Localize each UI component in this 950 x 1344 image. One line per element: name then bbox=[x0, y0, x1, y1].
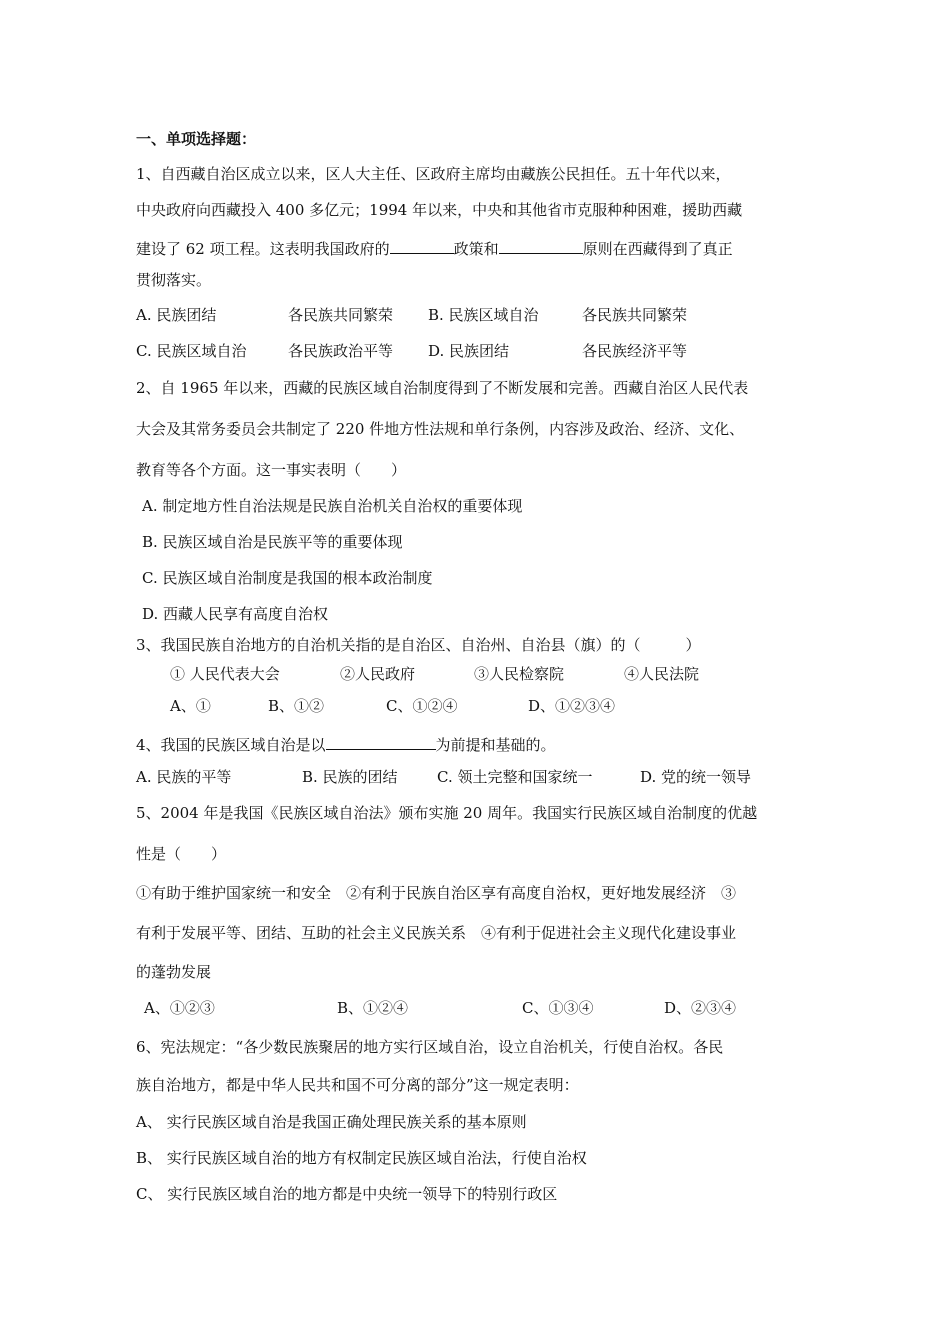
question-1-line-4: 贯彻落实。 bbox=[136, 271, 212, 289]
question-2-line-1: 2、自 1965 年以来，西藏的民族区域自治制度得到了不断发展和完善。西藏自治区人民代表 bbox=[136, 379, 749, 397]
question-1-text-c: 原则在西藏得到了真正 bbox=[582, 240, 733, 258]
question-5-line-1: 5、2004 年是我国《民族区域自治法》颁布实施 20 周年。我国实行民族区域自治制度的优越 bbox=[136, 804, 758, 822]
option-a: A、 实行民族区域自治是我国正确处理民族关系的基本原则 bbox=[136, 1113, 527, 1131]
question-5-line-5: 的蓬勃发展 bbox=[136, 963, 212, 981]
option-c: C、①③④ bbox=[522, 999, 594, 1017]
option-c: C、①②④ bbox=[386, 697, 458, 715]
option-a-part-1: A. 民族团结 bbox=[136, 306, 217, 324]
item-3: ③人民检察院 bbox=[474, 665, 565, 683]
question-2-line-2: 大会及其常务委员会共制定了 220 件地方性法规和单行条例，内容涉及政治、经济、文化、 bbox=[136, 420, 745, 438]
option-c: C. 领土完整和国家统一 bbox=[437, 768, 593, 786]
option-a: A. 制定地方性自治法规是民族自治机关自治权的重要体现 bbox=[142, 497, 523, 515]
option-a-part-2: 各民族共同繁荣 bbox=[288, 306, 394, 324]
question-2-line-3: 教育等各个方面。这一事实表明（ ） bbox=[136, 461, 407, 479]
question-4-line-1 bbox=[136, 735, 556, 753]
option-d: D、②③④ bbox=[664, 999, 737, 1017]
question-3-line-1: 3、我国民族自治地方的自治机关指的是自治区、自治州、自治县（旗）的（ ） bbox=[136, 636, 701, 654]
option-c-part-1: C. 民族区域自治 bbox=[136, 342, 247, 360]
option-b: B、 实行民族区域自治的地方有权制定民族区域自治法，行使自治权 bbox=[136, 1149, 587, 1167]
option-a: A、①②③ bbox=[144, 999, 215, 1017]
option-d-part-1: D. 民族团结 bbox=[428, 342, 510, 360]
item-4: ④人民法院 bbox=[624, 665, 700, 683]
question-5-line-2: 性是（ ） bbox=[136, 845, 227, 863]
option-b: B. 民族的团结 bbox=[302, 768, 398, 786]
option-d: D. 党的统一领导 bbox=[640, 768, 752, 786]
option-c: C、 实行民族区域自治的地方都是中央统一领导下的特别行政区 bbox=[136, 1185, 558, 1203]
question-1-text-b: 政策和 bbox=[453, 240, 499, 258]
option-d: D、①②③④ bbox=[528, 697, 616, 715]
option-c-part-2: 各民族政治平等 bbox=[288, 342, 394, 360]
item-1: ① 人民代表大会 bbox=[170, 665, 280, 683]
section-title: 一、单项选择题： bbox=[136, 130, 257, 148]
question-1-line-3 bbox=[136, 239, 733, 257]
question-1-line-1: 1、自西藏自治区成立以来，区人大主任、区政府主席均由藏族公民担任。五十年代以来， bbox=[136, 165, 731, 183]
option-b-part-2: 各民族共同繁荣 bbox=[582, 306, 688, 324]
option-b: B、①②④ bbox=[337, 999, 409, 1017]
blank-2 bbox=[499, 239, 583, 254]
item-2: ②人民政府 bbox=[340, 665, 416, 683]
option-b-part-1: B. 民族区域自治 bbox=[428, 306, 539, 324]
blank bbox=[326, 735, 436, 750]
option-c: C. 民族区域自治制度是我国的根本政治制度 bbox=[142, 569, 433, 587]
option-d-part-2: 各民族经济平等 bbox=[582, 342, 688, 360]
question-4-text-b: 为前提和基础的。 bbox=[435, 736, 556, 754]
option-a: A. 民族的平等 bbox=[136, 768, 232, 786]
question-5-line-3: ①有助于维护国家统一和安全 ②有利于民族自治区享有高度自治权，更好地发展经济 ③ bbox=[136, 884, 737, 902]
option-d: D. 西藏人民享有高度自治权 bbox=[142, 605, 329, 623]
question-1-line-2: 中央政府向西藏投入 400 多亿元；1994 年以来，中央和其他省市克服种种困难，援助西藏 bbox=[136, 201, 743, 219]
question-6-line-2: 族自治地方，都是中华人民共和国不可分离的部分”这一规定表明： bbox=[136, 1076, 579, 1094]
question-5-line-4: 有利于发展平等、团结、互助的社会主义民族关系 ④有利于促进社会主义现代化建设事业 bbox=[136, 924, 737, 942]
question-6-line-1: 6、宪法规定：“各少数民族聚居的地方实行区域自治，设立自治机关，行使自治权。各民 bbox=[136, 1038, 724, 1056]
blank-1 bbox=[390, 239, 454, 254]
option-b: B、①② bbox=[268, 697, 325, 715]
option-a: A、① bbox=[170, 697, 211, 715]
option-b: B. 民族区域自治是民族平等的重要体现 bbox=[142, 533, 403, 551]
question-1-text-a: 建设了 62 项工程。这表明我国政府的 bbox=[136, 240, 390, 258]
question-4-text-a: 4、我国的民族区域自治是以 bbox=[136, 736, 326, 754]
